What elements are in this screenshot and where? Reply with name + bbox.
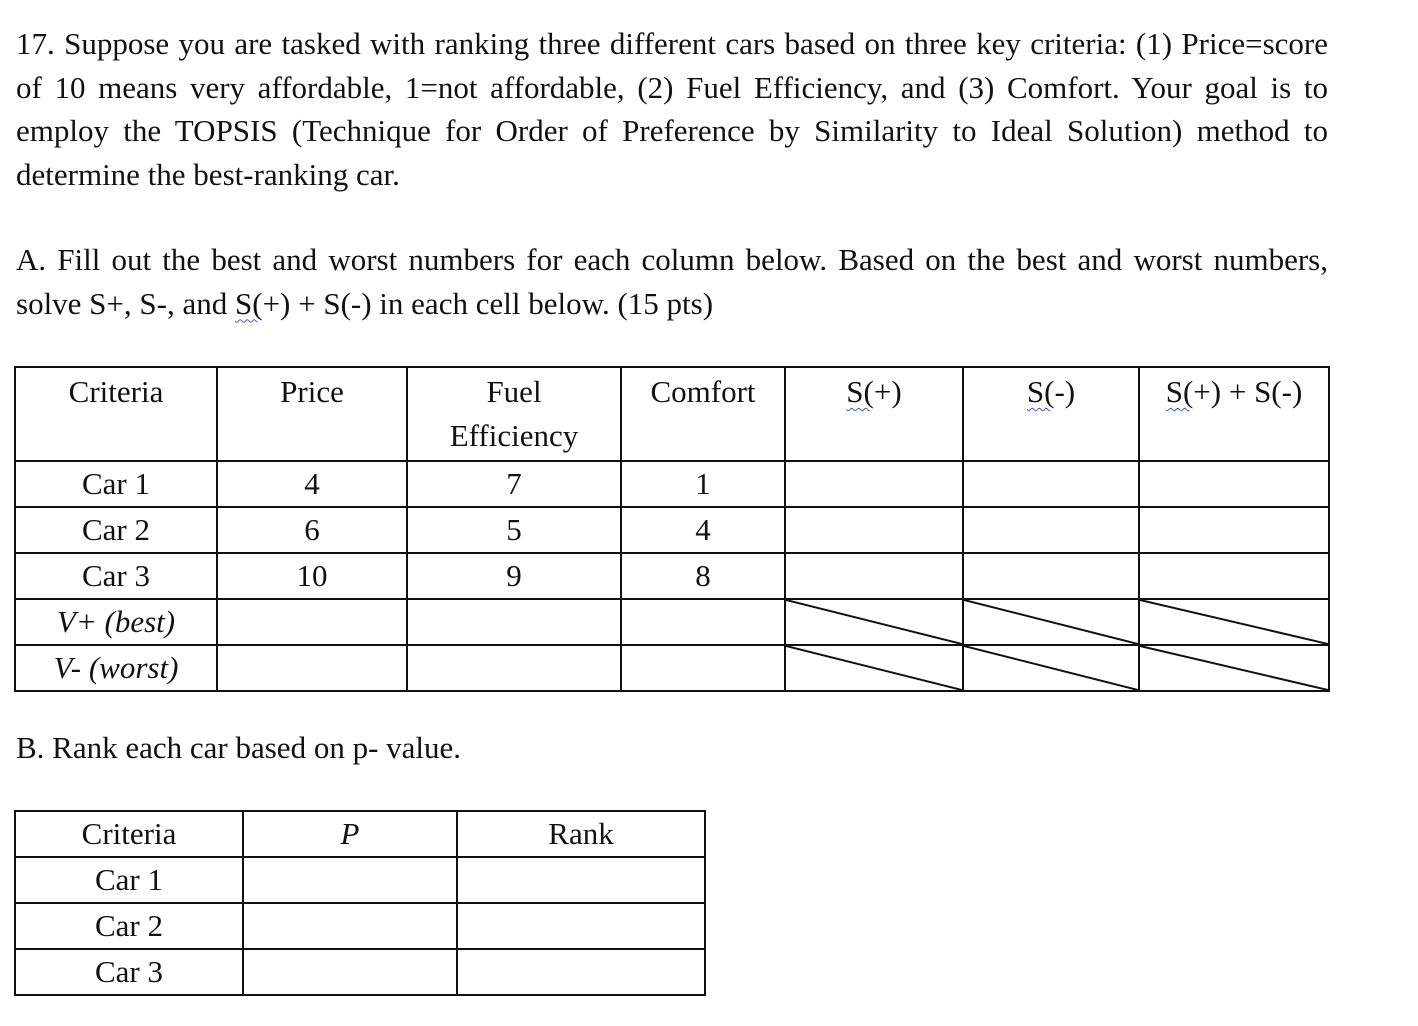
rank-cell[interactable] <box>457 857 705 903</box>
rank-cell[interactable] <box>457 949 705 995</box>
worst-row <box>15 645 1329 691</box>
header-s-plus <box>785 367 963 461</box>
header-s-minus-underlined: S( <box>1026 374 1055 409</box>
row-label: Car 2 <box>15 903 243 949</box>
disabled-cell <box>963 599 1139 645</box>
rank-cell[interactable] <box>457 903 705 949</box>
header-criteria: Criteria <box>15 367 217 461</box>
disabled-cell <box>963 645 1139 691</box>
diagonal-line-icon <box>964 600 1138 644</box>
s-plus-cell[interactable] <box>785 553 963 599</box>
header-s-minus-rest: -) <box>1054 374 1076 409</box>
part-a-underlined: S( <box>234 285 263 321</box>
header-s-plus-rest: +) <box>873 374 902 409</box>
diagonal-line-icon <box>786 600 962 644</box>
p-cell[interactable] <box>243 903 457 949</box>
diagonal-line-icon <box>1140 600 1328 644</box>
p-cell[interactable] <box>243 949 457 995</box>
topsis-header-row <box>15 367 1329 461</box>
s-plus-cell[interactable] <box>785 461 963 507</box>
row-label: Car 3 <box>15 949 243 995</box>
comfort-cell: 1 <box>621 461 785 507</box>
header-fuel-line2: Efficiency <box>449 418 579 453</box>
header-s-sum-underlined: S( <box>1165 374 1194 409</box>
diagonal-line-icon <box>1140 646 1328 690</box>
diagonal-line-icon <box>786 646 962 690</box>
question-text: 17. Suppose you are tasked with ranking three different cars based on three key criteria: (1) Price=score of 10 means very affordable, 1=not affordable, (2) Fuel Efficiency, and (3) Comfort. Your goal is to employ the TOPSIS (Technique for Order of Preference by Similarity to Ideal Solution) method to determine the best-ranking car. <box>16 26 1328 192</box>
header-fuel-line1: Fuel <box>486 374 542 409</box>
s-sum-cell[interactable] <box>1139 461 1329 507</box>
worst-price-cell[interactable] <box>217 645 407 691</box>
part-a-text-prefix: A. Fill out the best and worst numbers for each column below. Based on the best and worst numbers, solve S+, S-, and <box>16 242 1328 321</box>
best-comfort-cell[interactable] <box>621 599 785 645</box>
rank-header-rank: Rank <box>457 811 705 857</box>
rank-header-row <box>15 811 705 857</box>
best-price-cell[interactable] <box>217 599 407 645</box>
row-label: Car 2 <box>15 507 217 553</box>
row-label: Car 1 <box>15 461 217 507</box>
price-cell: 10 <box>217 553 407 599</box>
price-cell: 4 <box>217 461 407 507</box>
rank-header-p: P <box>243 811 457 857</box>
header-s-minus <box>963 367 1139 461</box>
header-s-sum-rest: +) + S(-) <box>1193 374 1303 409</box>
diagonal-line-icon <box>964 646 1138 690</box>
table-row <box>15 553 1329 599</box>
price-cell: 6 <box>217 507 407 553</box>
s-plus-cell[interactable] <box>785 507 963 553</box>
best-fuel-cell[interactable] <box>407 599 621 645</box>
disabled-cell <box>785 599 963 645</box>
worst-label: V- (worst) <box>15 645 217 691</box>
row-label: Car 1 <box>15 857 243 903</box>
rank-table <box>14 810 706 996</box>
header-comfort: Comfort <box>621 367 785 461</box>
table-row <box>15 857 705 903</box>
s-sum-cell[interactable] <box>1139 553 1329 599</box>
s-sum-cell[interactable] <box>1139 507 1329 553</box>
part-b-instructions: B. Rank each car based on p- value. <box>16 730 462 765</box>
table-row <box>15 949 705 995</box>
p-cell[interactable] <box>243 857 457 903</box>
best-label: V+ (best) <box>15 599 217 645</box>
part-a-instructions <box>16 238 1328 325</box>
s-minus-cell[interactable] <box>963 461 1139 507</box>
topsis-table <box>14 366 1330 692</box>
fuel-cell: 5 <box>407 507 621 553</box>
comfort-cell: 4 <box>621 507 785 553</box>
s-minus-cell[interactable] <box>963 507 1139 553</box>
worst-fuel-cell[interactable] <box>407 645 621 691</box>
table-row <box>15 903 705 949</box>
header-s-plus-underlined: S( <box>846 374 874 409</box>
worst-comfort-cell[interactable] <box>621 645 785 691</box>
comfort-cell: 8 <box>621 553 785 599</box>
table-row <box>15 461 1329 507</box>
header-price: Price <box>217 367 407 461</box>
disabled-cell <box>785 645 963 691</box>
disabled-cell <box>1139 645 1329 691</box>
s-minus-cell[interactable] <box>963 553 1139 599</box>
disabled-cell <box>1139 599 1329 645</box>
row-label: Car 3 <box>15 553 217 599</box>
fuel-cell: 7 <box>407 461 621 507</box>
table-row <box>15 507 1329 553</box>
rank-header-criteria: Criteria <box>15 811 243 857</box>
part-a-text-suffix: +) + S(-) in each cell below. (15 pts) <box>262 285 714 321</box>
header-s-sum <box>1139 367 1329 461</box>
fuel-cell: 9 <box>407 553 621 599</box>
header-fuel-efficiency <box>407 367 621 461</box>
best-row <box>15 599 1329 645</box>
